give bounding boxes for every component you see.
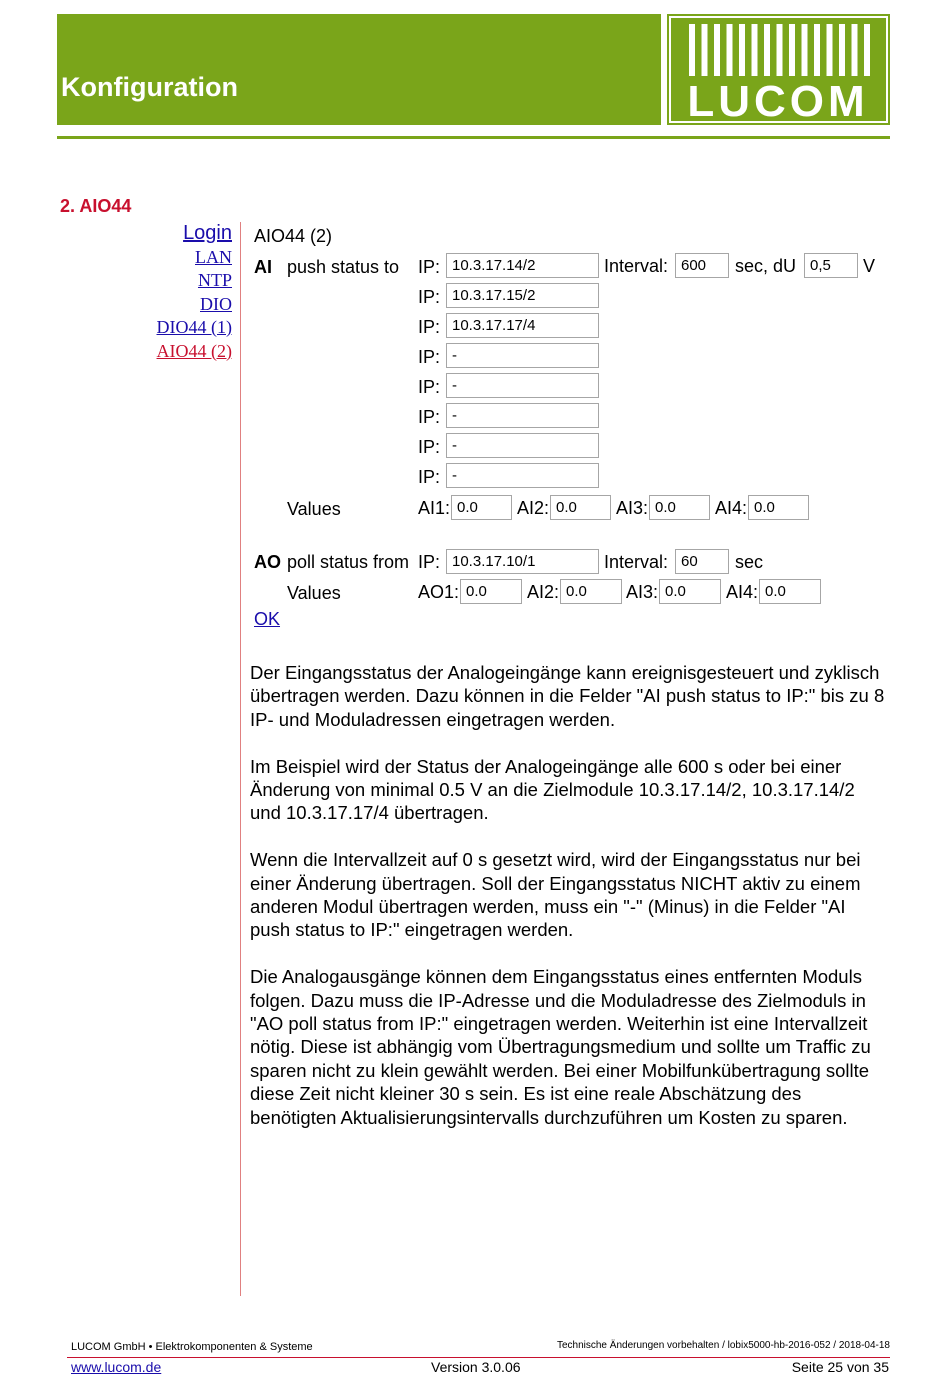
- nav-link-dio44-1[interactable]: DIO44 (1): [156, 317, 232, 337]
- side-nav: [120, 222, 232, 363]
- ai-interval-input[interactable]: 600: [675, 253, 729, 278]
- ip-label: IP:: [418, 407, 441, 427]
- ai-push-ip-input-6[interactable]: -: [446, 403, 599, 428]
- nav-divider: [240, 222, 241, 1296]
- ip-label: IP:: [418, 287, 441, 307]
- volt-label: V: [863, 256, 876, 276]
- sec-label: sec: [735, 552, 764, 572]
- header-rule: [57, 136, 890, 139]
- ai-push-ip-input-4[interactable]: -: [446, 343, 599, 368]
- ai1-value[interactable]: 0.0: [451, 495, 512, 520]
- sec-du-label: sec, dU: [735, 256, 797, 276]
- ao-label: AO: [254, 552, 281, 572]
- ao-ai4-label: AI4:: [726, 582, 759, 602]
- paragraph: Wenn die Intervallzeit auf 0 s gesetzt wird, wird der Eingangsstatus nur bei einer Änderung übertragen. Soll der Eingangsstatus NICHT aktiv zu einem anderen Modul übertragen werden, muss ein "-" (Minus) in die Felder "AI push status to IP:" eingetragen werden.: [250, 849, 861, 941]
- ip-label: IP:: [418, 257, 441, 277]
- lucom-logo: [667, 14, 890, 125]
- nav-link-login[interactable]: Login: [183, 222, 232, 244]
- description: [250, 661, 890, 1152]
- ai-push-ip-input-2[interactable]: 10.3.17.15/2: [446, 283, 599, 308]
- ai-push-ip-input-7[interactable]: -: [446, 433, 599, 458]
- paragraph: Die Analogausgänge können dem Eingangsstatus eines entfernten Moduls folgen. Dazu muss die IP-Adresse und die Moduladresse des Zielmoduls in "AO poll status from IP:" eingetragen werden. Weiterhin ist eine Intervallzeit nötig. Diese ist abhängig vom Übertragungsmedium und sollte um Traffic zu sparen nicht zu klein gewählt werden. Bei einer Mobilfunkübertragung sollte diese Zeit nicht kleiner 30 s sein. Es ist eine reale Abschätzung des benötigten Aktualisierungsintervalls durchzuführen um Kosten zu sparen.: [250, 966, 871, 1128]
- ao-ai2-label: AI2:: [527, 582, 560, 602]
- ai-push-ip-input-1[interactable]: 10.3.17.14/2: [446, 253, 599, 278]
- ao-ai4-value[interactable]: 0.0: [759, 579, 821, 604]
- nav-link-ntp[interactable]: NTP: [197, 270, 232, 290]
- ai-push-ip-input-3[interactable]: 10.3.17.17/4: [446, 313, 599, 338]
- ai-push-ip-input-8[interactable]: -: [446, 463, 599, 488]
- nav-link-aio44-2[interactable]: AIO44 (2): [156, 340, 232, 361]
- footer-company: LUCOM GmbH • Elektrokomponenten & Systeme: [71, 1341, 313, 1353]
- ai4-value[interactable]: 0.0: [748, 495, 809, 520]
- nav-link-dio[interactable]: DIO: [200, 293, 232, 314]
- ao1-value[interactable]: 0.0: [460, 579, 522, 604]
- footer-version: Version 3.0.06: [431, 1359, 521, 1375]
- ai3-label: AI3:: [616, 498, 649, 518]
- ai1-label: AI1:: [418, 498, 451, 518]
- footer-website-link[interactable]: www.lucom.de: [71, 1359, 162, 1375]
- ip-label: IP:: [418, 317, 441, 337]
- ai4-label: AI4:: [715, 498, 748, 518]
- paragraph: Im Beispiel wird der Status der Analogeingänge alle 600 s oder bei einer Änderung von minimal 0.5 V an die Zielmodule 10.3.17.14/2, 10.3.17.14/2 und 10.3.17.17/4 übertragen.: [250, 755, 855, 824]
- form-title: AIO44 (2): [254, 226, 333, 246]
- ip-label: IP:: [418, 467, 441, 487]
- poll-status-label: poll status from: [287, 552, 410, 572]
- interval-label: Interval:: [604, 552, 669, 572]
- ai-label: AI: [254, 257, 272, 277]
- ip-label: IP:: [418, 347, 441, 367]
- footer-page-number: Seite 25 von 35: [791, 1359, 889, 1375]
- ai2-value[interactable]: 0.0: [550, 495, 611, 520]
- ip-label: IP:: [418, 552, 441, 572]
- footer-notice: Technische Änderungen vorbehalten / lobix5000-hb-2016-052 / 2018-04-18: [556, 1340, 890, 1351]
- paragraph: Der Eingangsstatus der Analogeingänge kann ereignisgesteuert und zyklisch übertragen werden. Dazu können in die Felder "AI push status to IP:" bis zu 8 IP- und Moduladressen eingetragen werden.: [250, 662, 885, 730]
- ao-ai2-value[interactable]: 0.0: [560, 579, 622, 604]
- footer-rule: [67, 1357, 890, 1358]
- ao-poll-ip-input[interactable]: 10.3.17.10/1: [446, 549, 599, 574]
- values-label: Values: [287, 499, 341, 519]
- ai-push-ip-input-5[interactable]: -: [446, 373, 599, 398]
- ai2-label: AI2:: [517, 498, 550, 518]
- ip-label: IP:: [418, 377, 441, 397]
- ok-link[interactable]: OK: [254, 609, 281, 629]
- ao1-label: AO1:: [418, 582, 460, 602]
- du-input[interactable]: 0,5: [804, 253, 858, 278]
- values-label: Values: [287, 583, 341, 603]
- ip-label: IP:: [418, 437, 441, 457]
- ai3-value[interactable]: 0.0: [649, 495, 710, 520]
- interval-label: Interval:: [604, 256, 669, 276]
- header-banner: [57, 14, 661, 125]
- section-title: 2. AIO44: [60, 196, 132, 216]
- nav-link-lan[interactable]: LAN: [195, 246, 232, 267]
- ao-ai3-label: AI3:: [626, 582, 659, 602]
- svg-text:LUCOM: LUCOM: [687, 77, 869, 125]
- page-title: Konfiguration: [61, 72, 238, 102]
- ao-interval-input[interactable]: 60: [675, 549, 729, 574]
- ao-ai3-value[interactable]: 0.0: [659, 579, 721, 604]
- push-status-label: push status to: [287, 257, 400, 277]
